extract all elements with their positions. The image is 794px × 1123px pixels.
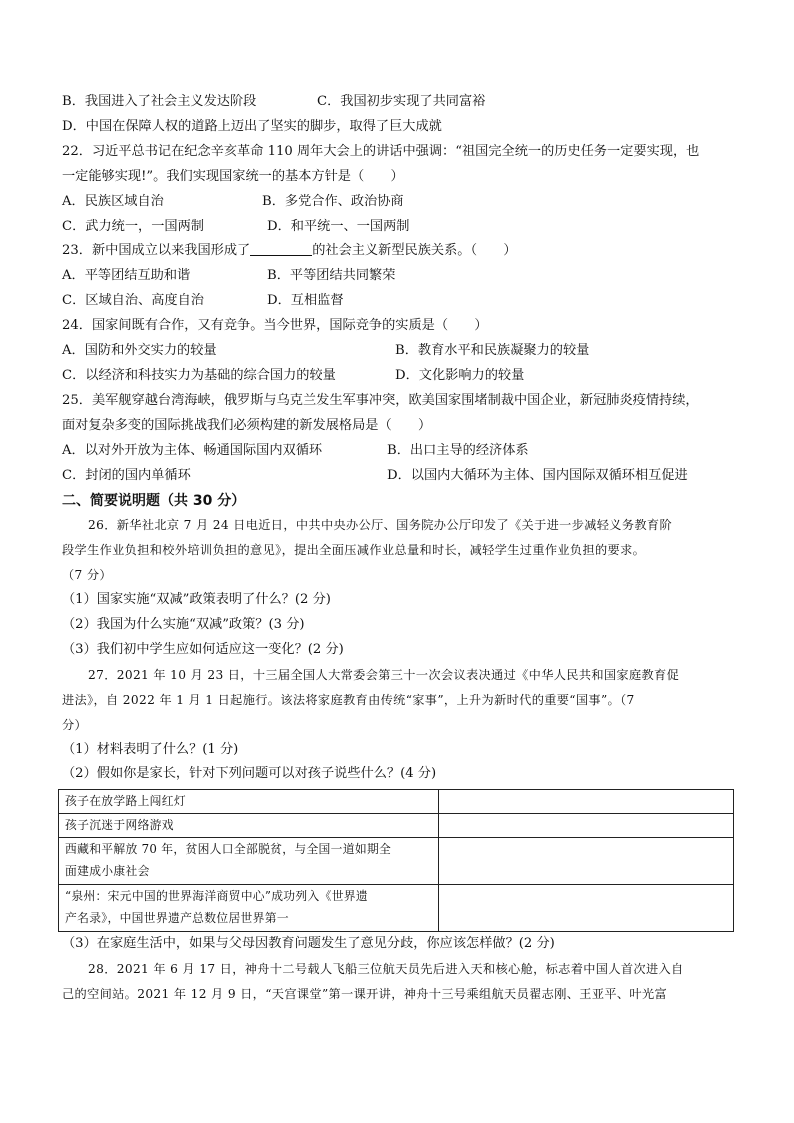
q25-stem-line1: 25．美军舰穿越台湾海峡，俄罗斯与乌克兰发生军事冲突，欧美国家围堵制裁中国企业，新冠肺炎疫情持续， <box>62 392 699 408</box>
q23-options-ab <box>62 264 740 289</box>
q24-stem: 24．国家间既有合作，又有竞争。当今世界，国际竞争的实质是（ ） <box>62 318 488 334</box>
table-row <box>59 838 734 885</box>
section-2-heading: 二、简要说明题（共 30 分） <box>62 492 246 509</box>
q25-options-cd <box>62 464 740 489</box>
q23-option-b: B．平等团结共同繁荣 <box>267 268 396 284</box>
table-cell-answer[interactable] <box>439 838 734 885</box>
q27-sub1: （1）材料表明了什么？(1 分) <box>62 741 239 757</box>
q24-options-cd <box>62 364 740 389</box>
q23-option-d: D．互相监督 <box>267 293 344 309</box>
q26-material-line2: 段学生作业负担和校外培训负担的意见》，提出全面压减作业总量和时长，减轻学生过重作业负担的要求。 <box>62 543 646 558</box>
q22-options-cd <box>62 215 740 240</box>
table-cell-question <box>59 838 439 885</box>
table-cell-question: 孩子在放学路上闯红灯 <box>59 790 439 814</box>
q26-sub1: （1）国家实施“双减”政策表明了什么？(2 分) <box>62 592 331 608</box>
table-cell-line: 产名录》，中国世界遗产总数位居世界第一 <box>65 911 289 926</box>
q21-option-d: D．中国在保障人权的道路上迈出了坚实的脚步，取得了巨大成就 <box>62 118 442 134</box>
q24-option-a: A．国防和外交实力的较量 <box>62 343 217 359</box>
q25-option-a: A．以对外开放为主体、畅通国际国内双循环 <box>62 442 323 458</box>
q27-answer-table <box>58 789 734 932</box>
q26-sub3: （3）我们初中学生应如何适应这一变化？(2 分) <box>62 641 344 657</box>
q27-material-line2: 进法》，自 2022 年 1 月 1 日起施行。该法将家庭教育由传统“家事”，上升为新时代的重要“国事”。（7 <box>62 692 635 707</box>
table-row <box>59 885 734 932</box>
q25-option-d: D．以国内大循环为主体、国内国际双循环相互促进 <box>387 467 688 483</box>
table-cell-line: 面建成小康社会 <box>65 864 150 879</box>
q27-sub3: （3）在家庭生活中，如果与父母因教育问题发生了意见分歧，你应该怎样做？(2 分) <box>62 936 555 952</box>
q28-material-line2: 己的空间站。2021 年 12 月 9 日，“天宫课堂”第一课开讲，神舟十三号乘组航天员翟志刚、王亚平、叶光富 <box>62 987 668 1002</box>
table-cell-line: “泉州：宋元中国的世界海洋商贸中心”成功列入《世界遗 <box>65 889 368 904</box>
q25-stem-line2: 面对复杂多变的国际挑战我们必须构建的新发展格局是（ ） <box>62 417 432 433</box>
q26-sub2: （2）我国为什么实施“双减”政策？(3 分) <box>62 617 305 633</box>
q23-blank <box>250 241 312 256</box>
table-cell-question: 孩子沉迷于网络游戏 <box>59 814 439 838</box>
q25-options-ab <box>62 439 740 464</box>
q26-material-line1: 26．新华社北京 7 月 24 日电近日，中共中央办公厅、国务院办公厅印发了《关于进一步减轻义务教育阶 <box>88 518 672 533</box>
q24-option-d: D．文化影响力的较量 <box>395 367 525 383</box>
q23-stem-post: 的社会主义新型民族关系。（ ） <box>312 243 517 259</box>
table-cell-line: 西藏和平解放 70 年，贫困人口全部脱贫，与全国一道如期全 <box>65 842 392 857</box>
q23-option-a: A．平等团结互助和谐 <box>62 268 191 284</box>
q23-stem-pre: 23．新中国成立以来我国形成了 <box>62 243 251 259</box>
q22-option-d: D．和平统一、一国两制 <box>267 218 410 234</box>
q22-option-a: A．民族区域自治 <box>62 193 164 209</box>
table-row <box>59 814 734 838</box>
q24-option-b: B．教育水平和民族凝聚力的较量 <box>395 343 590 359</box>
q21-options-bc <box>62 90 740 115</box>
q27-material-line3: 分） <box>62 717 88 732</box>
q27-sub2: （2）假如你是家长，针对下列问题可以对孩子说些什么？(4 分) <box>62 766 437 782</box>
table-cell-answer[interactable] <box>439 790 734 814</box>
q24-options-ab <box>62 339 740 364</box>
q22-option-c: C．武力统一，一国两制 <box>62 218 204 234</box>
exam-page <box>62 90 740 1007</box>
q27-material-line1: 27．2021 年 10 月 23 日，十三届全国人大常委会第三十一次会议表决通过《中华人民共和国家庭教育促 <box>88 667 680 682</box>
q21-option-c: C．我国初步实现了共同富裕 <box>317 94 486 109</box>
table-cell-answer[interactable] <box>439 885 734 932</box>
q22-options-ab <box>62 190 740 215</box>
q25-option-c: C．封闭的国内单循环 <box>62 467 191 483</box>
q26-material-line3: （7 分） <box>62 568 112 583</box>
q23-options-cd <box>62 289 740 314</box>
table-row <box>59 790 734 814</box>
table-cell-answer[interactable] <box>439 814 734 838</box>
table-cell-question <box>59 885 439 932</box>
q22-option-b: B．多党合作、政治协商 <box>262 193 404 209</box>
q21-option-b: B．我国进入了社会主义发达阶段 <box>62 94 257 109</box>
q23-stem <box>62 239 740 264</box>
q22-stem-line2: 一定能够实现!”。我们实现国家统一的基本方针是（ ） <box>62 168 404 184</box>
q22-stem-line1: 22．习近平总书记在纪念辛亥革命 110 周年大会上的讲话中强调：“祖国完全统一的历史任务一定要实现，也 <box>62 143 700 159</box>
q28-material-line1: 28．2021 年 6 月 17 日，神舟十二号载人飞船三位航天员先后进入天和核心舱，标志着中国人首次进入自 <box>88 962 684 977</box>
q23-option-c: C．区域自治、高度自治 <box>62 293 204 309</box>
q25-option-b: B．出口主导的经济体系 <box>387 442 529 458</box>
q24-option-c: C．以经济和科技实力为基础的综合国力的较量 <box>62 367 336 383</box>
